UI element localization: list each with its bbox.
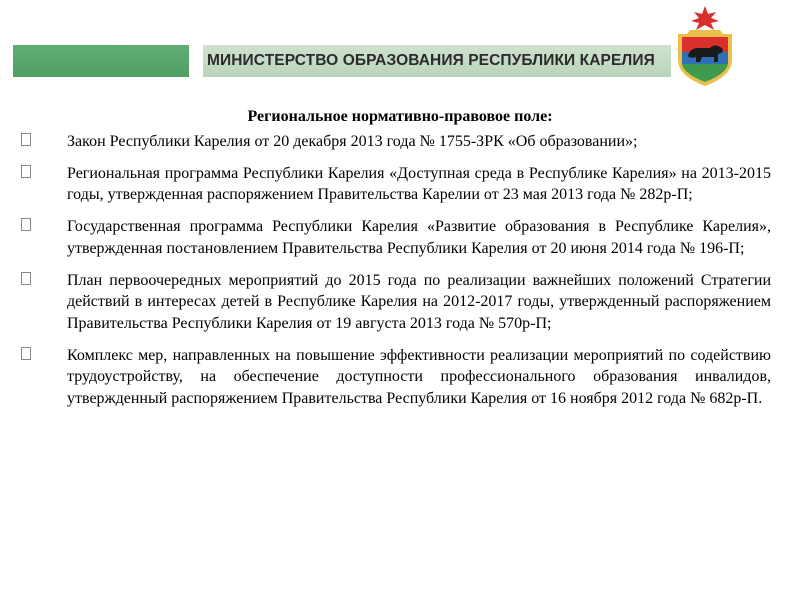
bullet-icon: [21, 133, 31, 146]
list-item: [0, 270, 800, 335]
legal-framework-list: [0, 131, 800, 420]
list-item-text: Закон Республики Карелия от 20 декабря 2013 года № 1755-ЗРК «Об образовании»;: [67, 133, 638, 150]
ministry-title: МИНИСТЕРСТВО ОБРАЗОВАНИЯ РЕСПУБЛИКИ КАРЕЛИЯ: [207, 52, 655, 69]
list-item-text: Комплекс мер, направленных на повышение эффективности реализации мероприятий по содействию трудоустройству, на обеспечение доступности профессионального образования инвалидов, утвержденный распоряжением Правительства Республики Карелия от 16 ноября 2012 года № 682р-П.: [67, 346, 771, 408]
header-band-gap: [189, 45, 203, 77]
bullet-icon: [21, 218, 31, 231]
list-item-text: План первоочередных мероприятий до 2015 года по реализации важнейших положений Стратегии действий в интересах детей в Республике Карелия на 2012-2017 годы, утвержденный распоряжением Правительства Республики Карелия от 19 августа 2013 года № 570р-П;: [67, 271, 771, 332]
list-item: [0, 131, 800, 153]
bullet-icon: [21, 165, 31, 178]
slide-header: [0, 0, 800, 110]
list-item: [0, 345, 800, 410]
page-title: Региональное нормативно-правовое поле:: [247, 108, 553, 125]
header-band-green: [13, 45, 189, 77]
list-item: [0, 216, 800, 259]
list-item: [0, 163, 800, 206]
bullet-icon: [21, 272, 31, 285]
bullet-icon: [21, 347, 31, 360]
list-item-text: Государственная программа Республики Карелия «Развитие образования в Республике Карелия», утвержденная постановлением Правительства Республики Карелия от 20 июня 2014 года № 196-П;: [67, 218, 771, 257]
karelia-coat-of-arms-icon: [668, 4, 742, 88]
list-item-text: Региональная программа Республики Карелия «Доступная среда в Республике Карелия» на 2013-2015 годы, утвержденная распоряжением Правительства Карелии от 23 мая 2013 года № 282р-П;: [67, 164, 771, 204]
